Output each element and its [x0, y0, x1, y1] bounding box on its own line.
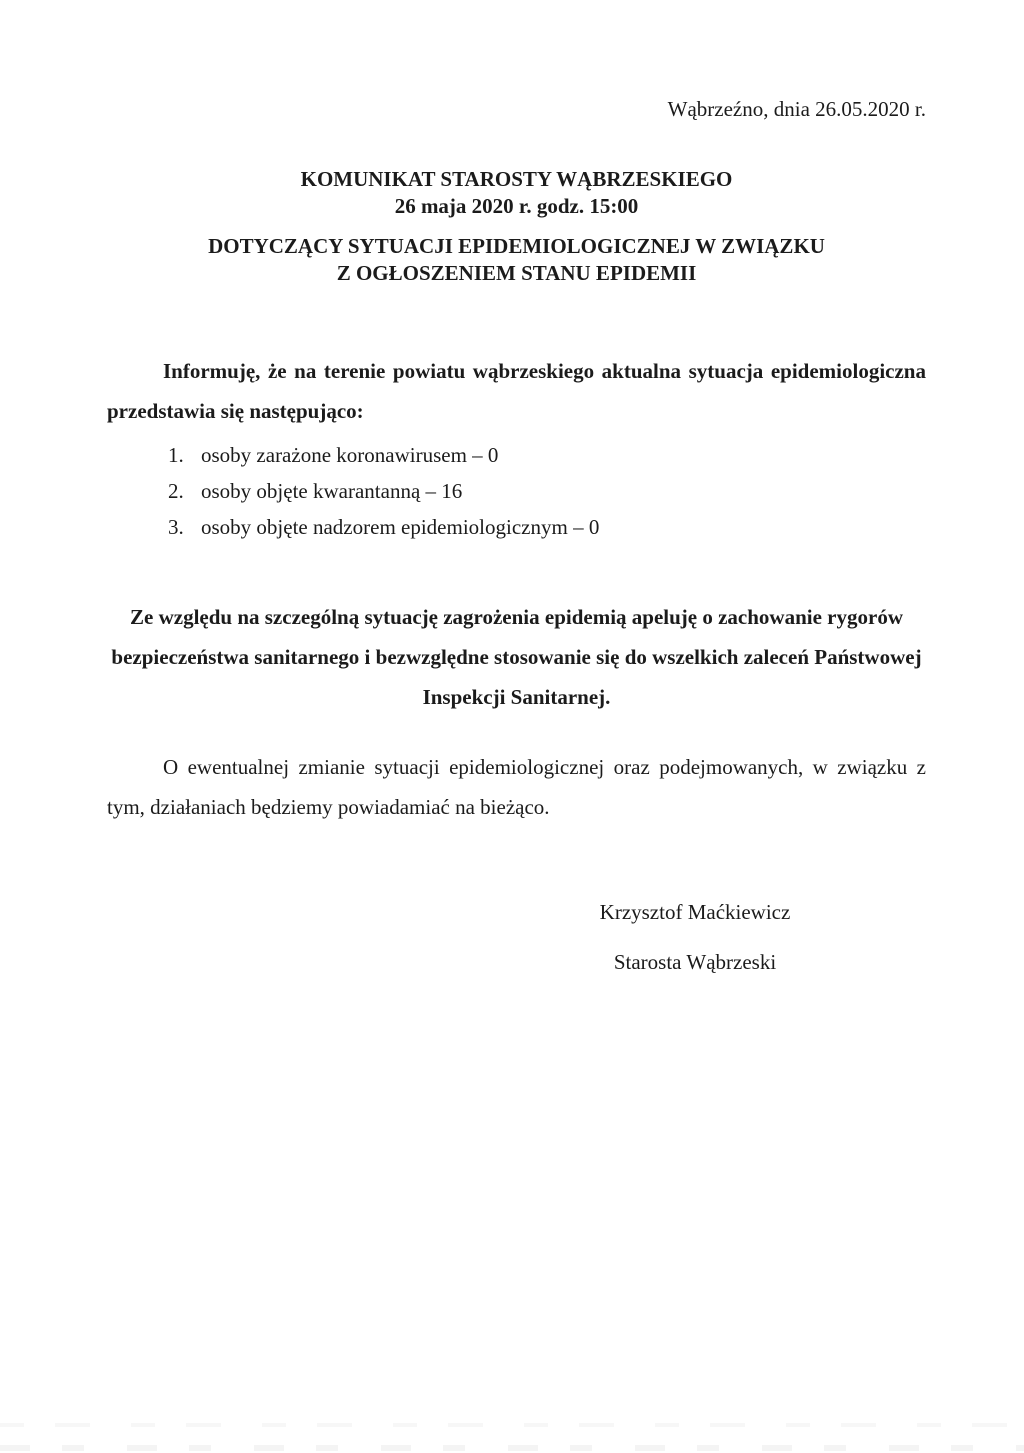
title-line-3: DOTYCZĄCY SYTUACJI EPIDEMIOLOGICZNEJ W ZWIĄZKU — [208, 234, 825, 258]
signature-title: Starosta Wąbrzeski — [613, 950, 777, 974]
intro-paragraph: Informuję, że na terenie powiatu wąbrzeskiego aktualna sytuacja epidemiologiczna przedstawia się następująco: — [107, 359, 926, 423]
document-title-block — [107, 166, 926, 287]
signature-name: Krzysztof Maćkiewicz — [599, 900, 791, 924]
list-item-number: 1. — [168, 443, 184, 467]
appeal-paragraph: Ze względu na szczególną sytuację zagrożenia epidemią apeluję o zachowanie rygorów bezpieczeństwa sanitarnego i bezwzględne stosowanie się do wszelkich zaleceń Państwowej Inspekcji Sanitarnej. — [111, 605, 922, 709]
list-item — [168, 473, 926, 509]
list-item — [168, 509, 926, 545]
list-item-text: osoby objęte kwarantanną – 16 — [201, 479, 463, 503]
closing-paragraph: O ewentualnej zmianie sytuacji epidemiologicznej oraz podejmowanych, w związku z tym, działaniach będziemy powiadamiać na bieżąco. — [107, 755, 926, 819]
list-item-text: osoby objęte nadzorem epidemiologicznym – 0 — [201, 515, 600, 539]
list-item-number: 2. — [168, 479, 184, 503]
signature-block — [490, 899, 900, 975]
title-line-2: 26 maja 2020 r. godz. 15:00 — [394, 194, 639, 218]
statistics-list — [107, 437, 926, 545]
title-line-4: Z OGŁOSZENIEM STANU EPIDEMII — [336, 261, 697, 285]
list-item — [168, 437, 926, 473]
cutoff-text-artifact — [0, 1423, 1024, 1427]
list-item-number: 3. — [168, 515, 184, 539]
title-gap — [107, 220, 926, 233]
list-item-text: osoby zarażone koronawirusem – 0 — [201, 443, 499, 467]
signature-gap — [490, 925, 900, 949]
date-line: Wąbrzeźno, dnia 26.05.2020 r. — [667, 97, 926, 121]
title-line-1: KOMUNIKAT STAROSTY WĄBRZESKIEGO — [300, 167, 733, 191]
cutoff-text-artifact — [0, 1445, 1024, 1451]
